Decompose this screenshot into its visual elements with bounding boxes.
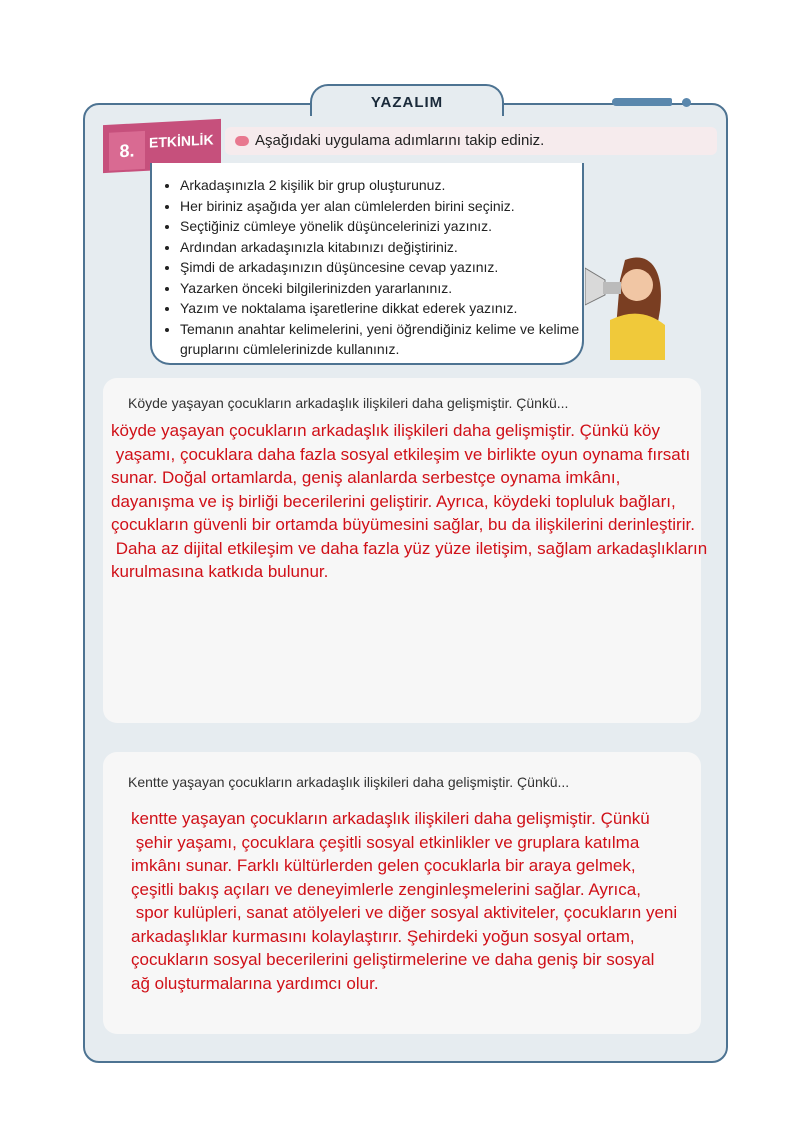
step-item: • Ardından arkadaşınızla kitabınızı değiştiriniz. [180, 237, 582, 258]
section-title: YAZALIM [310, 84, 504, 116]
answer-box-village[interactable] [103, 378, 708, 723]
answer-city [131, 807, 677, 995]
answer-line: imkânı sunar. Farklı kültürlerden gelen çocuklarla bir araya gelmek, [131, 856, 636, 875]
step-item: • Arkadaşınızla 2 kişilik bir grup oluşturunuz. [180, 175, 582, 196]
step-item: • Yazarken önceki bilgilerinizden yararlanınız. [180, 278, 582, 299]
answer-line: Daha az dijital etkileşim ve daha fazla yüz yüze iletişim, sağlam arkadaşlıkların [111, 538, 708, 558]
answer-line: çocukların güvenli bir ortamda büyümesini sağlar, bu da ilişkilerini derinleştirir. [111, 515, 695, 534]
activity-label: ETKİNLİK [149, 131, 214, 151]
answer-village [111, 419, 707, 584]
answer-line: kentte yaşayan çocukların arkadaşlık ilişkileri daha gelişmiştir. Çünkü [131, 809, 650, 828]
answer-line: yaşamı, çocuklara daha fazla sosyal etkileşim ve birlikte oyun oynama fırsatı [111, 444, 691, 464]
answer-line: dayanışma ve iş birliği becerilerini geliştirir. Ayrıca, köydeki topluluk bağları, [111, 491, 676, 511]
activity-number: 8. [109, 131, 145, 171]
answer-line: çocukların sosyal becerilerini geliştirmelerine ve daha geniş bir sosyal [131, 950, 655, 969]
prompt-city: Kentte yaşayan çocukların arkadaşlık ilişkileri daha gelişmiştir. Çünkü... [128, 774, 570, 790]
answer-line: köyde yaşayan çocukların arkadaşlık ilişkileri daha gelişmiştir. Çünkü köy [111, 421, 660, 440]
bullet-a-icon [235, 136, 249, 146]
step-item: • Temanın anahtar kelimelerini, yeni öğrendiğiniz kelime ve kelime gruplarını cümlelerinizde kullanınız. [180, 319, 582, 360]
answer-box-city[interactable] [103, 752, 701, 1034]
step-item: • Şimdi de arkadaşınızın düşüncesine cevap yazınız. [180, 257, 582, 278]
step-item: • Yazım ve noktalama işaretlerine dikkat ederek yazınız. [180, 298, 582, 319]
prompt-village: Köyde yaşayan çocukların arkadaşlık ilişkileri daha gelişmiştir. Çünkü... [128, 395, 569, 411]
step-item: • Her biriniz aşağıda yer alan cümlelerden birini seçiniz. [180, 196, 582, 217]
answer-line: ağ oluşturmalarına yardımcı olur. [131, 973, 379, 993]
steps-box [150, 163, 584, 365]
answer-line: arkadaşlıklar kurmasını kolaylaştırır. Şehirdeki yoğun sosyal ortam, [131, 926, 635, 946]
steps-list [152, 175, 582, 360]
answer-line: şehir yaşamı, çocuklara çeşitli sosyal etkinlikler ve gruplara katılma [131, 832, 640, 852]
answer-line: çeşitli bakış açıları ve deneyimlerle zenginleşmelerini sağlar. Ayrıca, [131, 879, 641, 899]
step-item: • Seçtiğiniz cümleye yönelik düşüncelerinizi yazınız. [180, 216, 582, 237]
dot-decoration [682, 98, 691, 107]
answer-line: sunar. Doğal ortamlarda, geniş alanlarda serbestçe oynama imkânı, [111, 468, 621, 487]
pencil-icon [612, 98, 672, 106]
girl-megaphone-illustration [585, 250, 670, 360]
answer-line: spor kulüpleri, sanat atölyeleri ve diğer sosyal aktiviteler, çocukların yeni [131, 903, 678, 922]
answer-line: kurulmasına katkıda bulunur. [111, 562, 329, 581]
instruction-bar [225, 127, 717, 155]
instruction-text: Aşağıdaki uygulama adımlarını takip ediniz. [255, 132, 545, 149]
